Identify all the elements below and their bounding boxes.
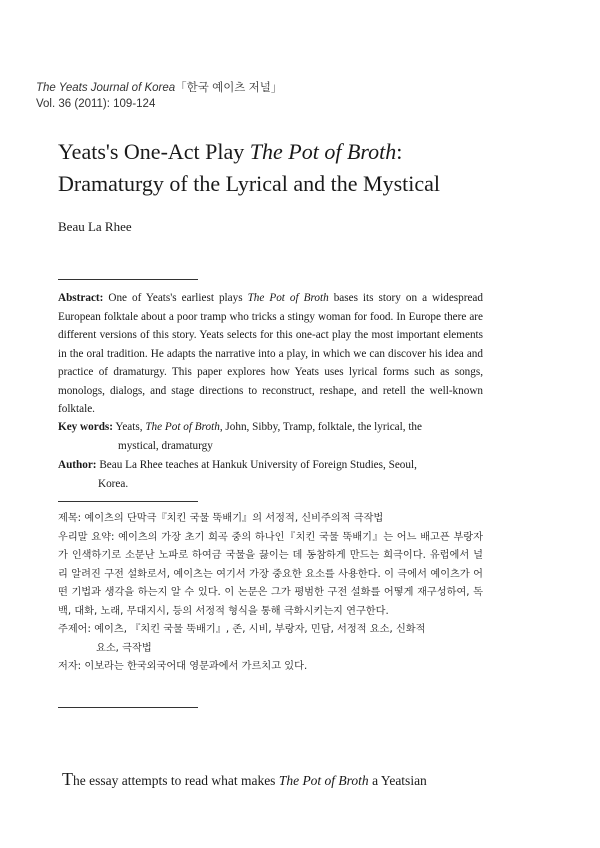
body-italic: The Pot of Broth: [278, 773, 369, 788]
abstract-text-a: One of Yeats's earliest plays: [103, 292, 248, 304]
divider: [58, 501, 198, 502]
body-text-b: a Yeatsian: [368, 773, 427, 788]
keywords-label: Key words:: [58, 421, 113, 433]
korean-summary-label: 우리말 요약:: [58, 531, 115, 543]
korean-summary: [58, 510, 483, 677]
author-note-text: Beau La Rhee teaches at Hankuk University of Foreign Studies, Seoul,: [96, 459, 417, 471]
journal-korean-name: 「한국 예이츠 저널」: [175, 82, 283, 94]
title-line-2: Dramaturgy of the Lyrical and the Mystical: [58, 171, 441, 196]
title-text: Yeats's One-Act Play: [58, 139, 250, 164]
keywords: [58, 418, 483, 455]
body-first-line: [62, 770, 494, 790]
keywords-continuation: mystical, dramaturgy: [118, 439, 213, 452]
korean-summary-text: 예이츠의 가장 초기 희곡 중의 하나인『치킨 국물 뚝배기』는 어느 배고픈 부랑자가 인색하기로 소문난 노파로 하여금 국물을 끓이는 데 동참하게 만드는 희극이다. 유럽에서 널리 알려진 구전 설화로서, 예이츠는 여기서 가장 중요한 요소를 사용한다. 이 극에서 예이츠가 어떤 기법과 생각을 하는지 알 수 있다. 이 논문은 그가 평범한 구전 설화를 어떻게 재구성하여, 독백, 대화, 노래, 무대지시, 등의 서정적 형식을 통해 극화시키는지 연구한다.: [58, 531, 483, 617]
journal-name: The Yeats Journal of Korea: [36, 82, 176, 94]
title-italic: The Pot of Broth: [249, 139, 397, 164]
keywords-text-a: Yeats,: [113, 421, 146, 433]
journal-volume: Vol. 36 (2011): 109-124: [36, 98, 156, 110]
abstract-text-b: bases its story on a widespread European folktale about a poor tramp who tricks a stingy woman for food. In Europe there are different versions of this story. Yeats selects for this one-act play the most important elements in the oral tradition. He adapts the narrative into a play, in which we can discover his idea and practice of dramaturgy. This paper explores how Yeats uses lyrical forms such as songs, monologs, dialogs, and stage directions to reconstruct, reshape, and retell the well-known folktale.: [58, 292, 483, 415]
drop-letter: T: [62, 769, 73, 789]
korean-title-line: 제목: 예이츠의 단막극『치킨 국물 뚝배기』의 서정적, 신비주의적 극작법: [58, 513, 384, 524]
korean-summary-paragraph: [58, 529, 483, 622]
title-line-1: [58, 136, 558, 168]
journal-header: [36, 80, 282, 112]
keywords-italic: The Pot of Broth: [145, 421, 220, 433]
korean-author-line: 저자: 이보라는 한국외국어대 영문과에서 가르치고 있다.: [58, 661, 308, 672]
abstract-label: Abstract:: [58, 292, 104, 304]
title-colon: :: [396, 139, 403, 164]
article-author: Beau La Rhee: [58, 219, 132, 234]
author-note-label: Author:: [58, 459, 97, 471]
divider: [58, 707, 198, 708]
abstract-italic: The Pot of Broth: [247, 292, 329, 304]
journal-name-line: [36, 80, 282, 96]
korean-keywords-continuation: 요소, 극작법: [96, 642, 152, 654]
author-note: [58, 456, 483, 493]
korean-keywords: 주제어: 예이츠, 『치킨 국물 뚝배기』, 존, 시비, 부랑자, 민담, 서정적 요소, 신화적: [58, 624, 426, 635]
abstract: [58, 289, 483, 419]
divider: [58, 279, 198, 280]
article-title: [58, 136, 558, 200]
body-text-a: he essay attempts to read what makes: [73, 773, 279, 788]
keywords-text-b: , John, Sibby, Tramp, folktale, the lyrical, the: [219, 421, 422, 433]
author-note-continuation: Korea.: [98, 477, 129, 490]
